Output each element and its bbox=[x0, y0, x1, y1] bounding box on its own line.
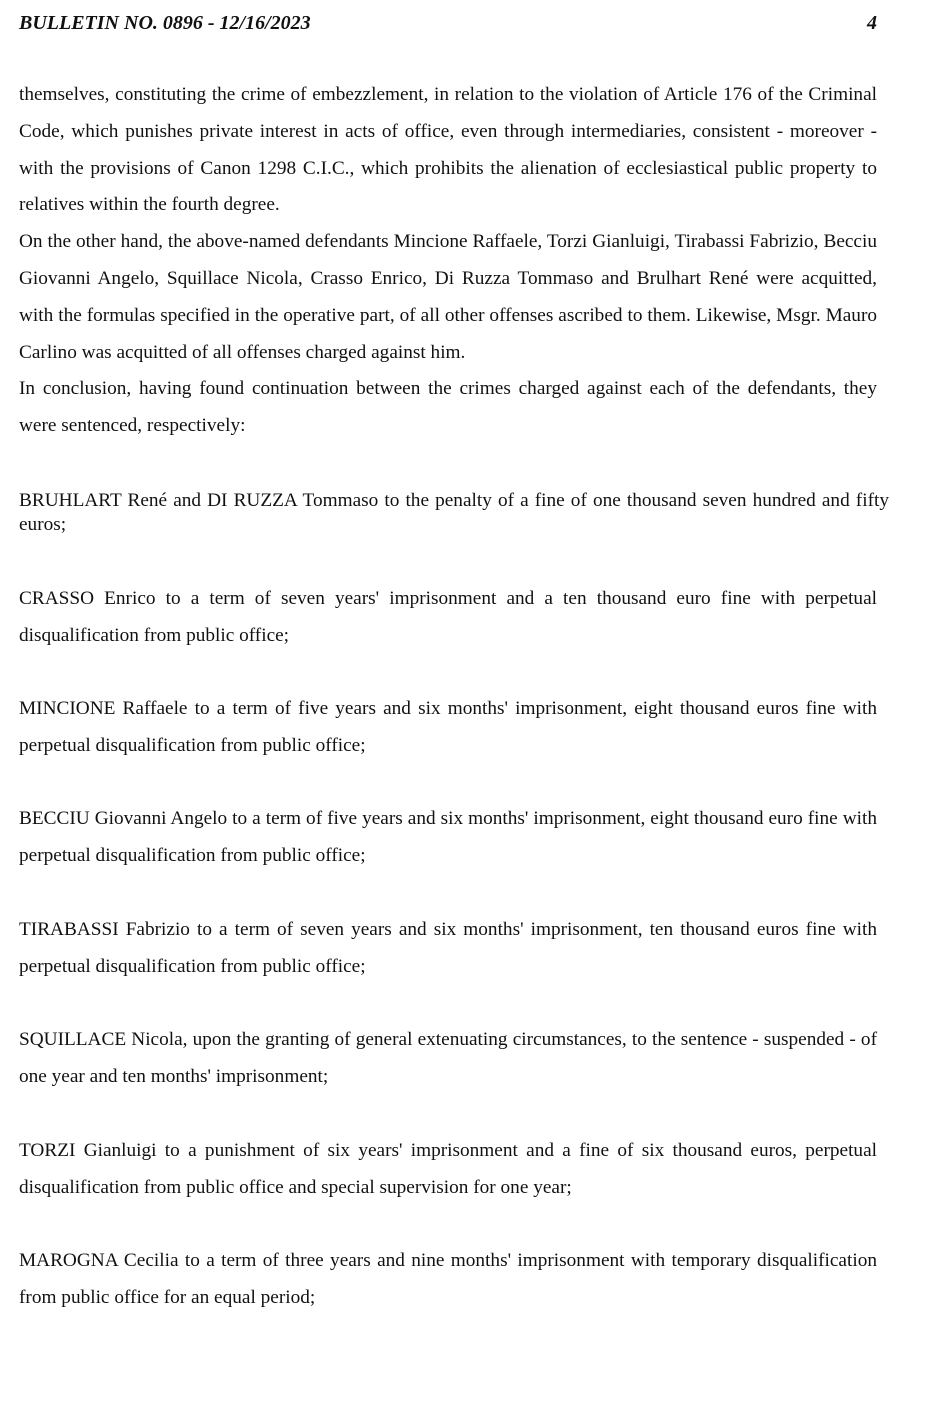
page-number: 4 bbox=[867, 12, 877, 34]
page-header bbox=[19, 10, 877, 36]
paragraph-conclusion: In conclusion, having found continuation between the crimes charged against each of the defendants, they were sentenced, respectively: bbox=[19, 378, 877, 437]
sentence-squillace: SQUILLACE Nicola, upon the granting of general extenuating circumstances, to the sentence - suspended - of one year and ten months' imprisonment; bbox=[19, 1029, 877, 1087]
sentence-crasso: CRASSO Enrico to a term of seven years' imprisonment and a ten thousand euro fine with perpetual disqualification from public office; bbox=[19, 588, 877, 646]
sentence-bruhlart-di-ruzza: BRUHLART René and DI RUZZA Tommaso to the penalty of a fine of one thousand seven hundred and fifty euros; bbox=[19, 490, 889, 535]
sentence-tirabassi: TIRABASSI Fabrizio to a term of seven years and six months' imprisonment, ten thousand euros fine with perpetual disqualification from public office; bbox=[19, 919, 877, 977]
body-text bbox=[19, 77, 877, 445]
bulletin-title: BULLETIN NO. 0896 - 12/16/2023 bbox=[19, 12, 311, 34]
sentence-mincione: MINCIONE Raffaele to a term of five years and six months' imprisonment, eight thousand euros fine with perpetual disqualification from public office; bbox=[19, 698, 877, 756]
paragraph-embezzlement: themselves, constituting the crime of embezzlement, in relation to the violation of Article 176 of the Criminal Code, which punishes private interest in acts of office, even through intermediaries, consistent - moreover - with the provisions of Canon 1298 C.I.C., which prohibits the alienation of ecclesiastical public property to relatives within the fourth degree. bbox=[19, 84, 877, 216]
sentence-torzi: TORZI Gianluigi to a punishment of six years' imprisonment and a fine of six thousand euros, perpetual disqualification from public office and special supervision for one year; bbox=[19, 1140, 877, 1198]
sentence-becciu: BECCIU Giovanni Angelo to a term of five years and six months' imprisonment, eight thousand euro fine with perpetual disqualification from public office; bbox=[19, 808, 877, 866]
sentence-marogna: MAROGNA Cecilia to a term of three years and nine months' imprisonment with temporary disqualification from public office for an equal period; bbox=[19, 1250, 877, 1308]
paragraph-acquittals: On the other hand, the above-named defendants Mincione Raffaele, Torzi Gianluigi, Tirabassi Fabrizio, Becciu Giovanni Angelo, Squillace Nicola, Crasso Enrico, Di Ruzza Tommaso and Brulhart René were acquitted, with the formulas specified in the operative part, of all other offenses ascribed to them. Likewise, Msgr. Mauro Carlino was acquitted of all offenses charged against him. bbox=[19, 231, 877, 363]
